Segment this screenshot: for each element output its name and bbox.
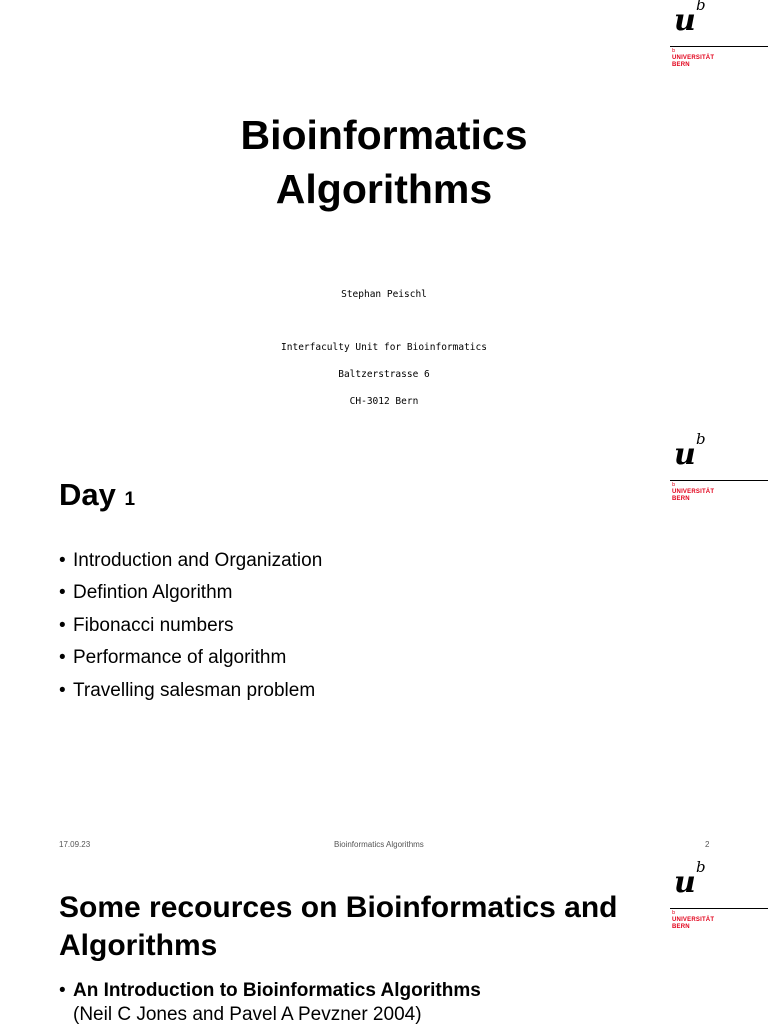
presentation-title — [0, 108, 768, 216]
ub-logo-mark — [674, 2, 718, 42]
footer-date: 17.09.23 — [59, 840, 91, 849]
slide-heading — [59, 476, 135, 519]
logo-u: u — [674, 437, 696, 472]
heading-number: 1 — [124, 489, 136, 510]
ub-logo-mark — [674, 858, 718, 904]
resource-list — [59, 979, 481, 1024]
heading-line2: Algorithms — [59, 929, 218, 962]
list-item: • Travelling salesman problem — [59, 675, 322, 707]
logo-b: b — [696, 430, 706, 448]
list-item: • Defintion Algorithm — [59, 577, 322, 609]
logo-tiny-b: b — [672, 48, 676, 54]
logo-university-line2: BERN — [672, 62, 690, 68]
logo-rule — [670, 480, 768, 481]
address-line3: CH-3012 Bern — [349, 396, 419, 407]
logo-university-line1: UNIVERSITÄT — [672, 489, 715, 495]
list-item: • Performance of algorithm — [59, 642, 322, 674]
ub-logo-mark — [674, 430, 718, 476]
logo-b: b — [696, 0, 706, 14]
slide-day1 — [0, 418, 768, 856]
logo-university-name — [672, 489, 714, 503]
logo-tiny-b: b — [672, 482, 676, 488]
logo-university-line1: UNIVERSITÄT — [672, 55, 715, 61]
logo-rule — [670, 908, 768, 909]
university-logo — [670, 2, 768, 74]
address-line1: Interfaculty Unit for Bioinformatics — [281, 342, 487, 353]
heading-line1: Some recources on Bioinformatics and — [59, 891, 618, 924]
book-title: An Introduction to Bioinformatics Algorithms — [73, 980, 481, 1001]
title-line1: Bioinformatics — [240, 112, 528, 158]
title-line2: Algorithms — [275, 166, 493, 212]
author-name: Stephan Peischl — [341, 289, 427, 300]
book-authors: (Neil C Jones and Pavel A Pevzner 2004) — [73, 1004, 422, 1024]
topic-list — [59, 545, 322, 707]
logo-university-line2: BERN — [672, 496, 690, 502]
slide-heading — [59, 889, 617, 965]
logo-rule — [670, 46, 768, 47]
logo-university-name — [672, 917, 714, 931]
logo-tiny-b: b — [672, 910, 676, 916]
slide-resources — [0, 858, 768, 1024]
logo-university-line2: BERN — [672, 924, 690, 930]
list-item — [59, 979, 481, 1024]
logo-university-name — [672, 55, 714, 69]
university-logo — [670, 430, 768, 508]
logo-u: u — [674, 865, 696, 900]
list-item: • Fibonacci numbers — [59, 610, 322, 642]
logo-university-line1: UNIVERSITÄT — [672, 917, 715, 923]
page-number: 2 — [705, 840, 710, 849]
logo-b: b — [696, 858, 706, 876]
address-line2: Baltzerstrasse 6 — [338, 369, 430, 380]
logo-u: u — [674, 3, 696, 38]
heading-text: Day — [59, 477, 116, 512]
slide-title — [0, 0, 768, 410]
university-logo — [670, 858, 768, 936]
list-item: • Introduction and Organization — [59, 545, 322, 577]
footer-title: Bioinformatics Algorithms — [334, 840, 424, 849]
